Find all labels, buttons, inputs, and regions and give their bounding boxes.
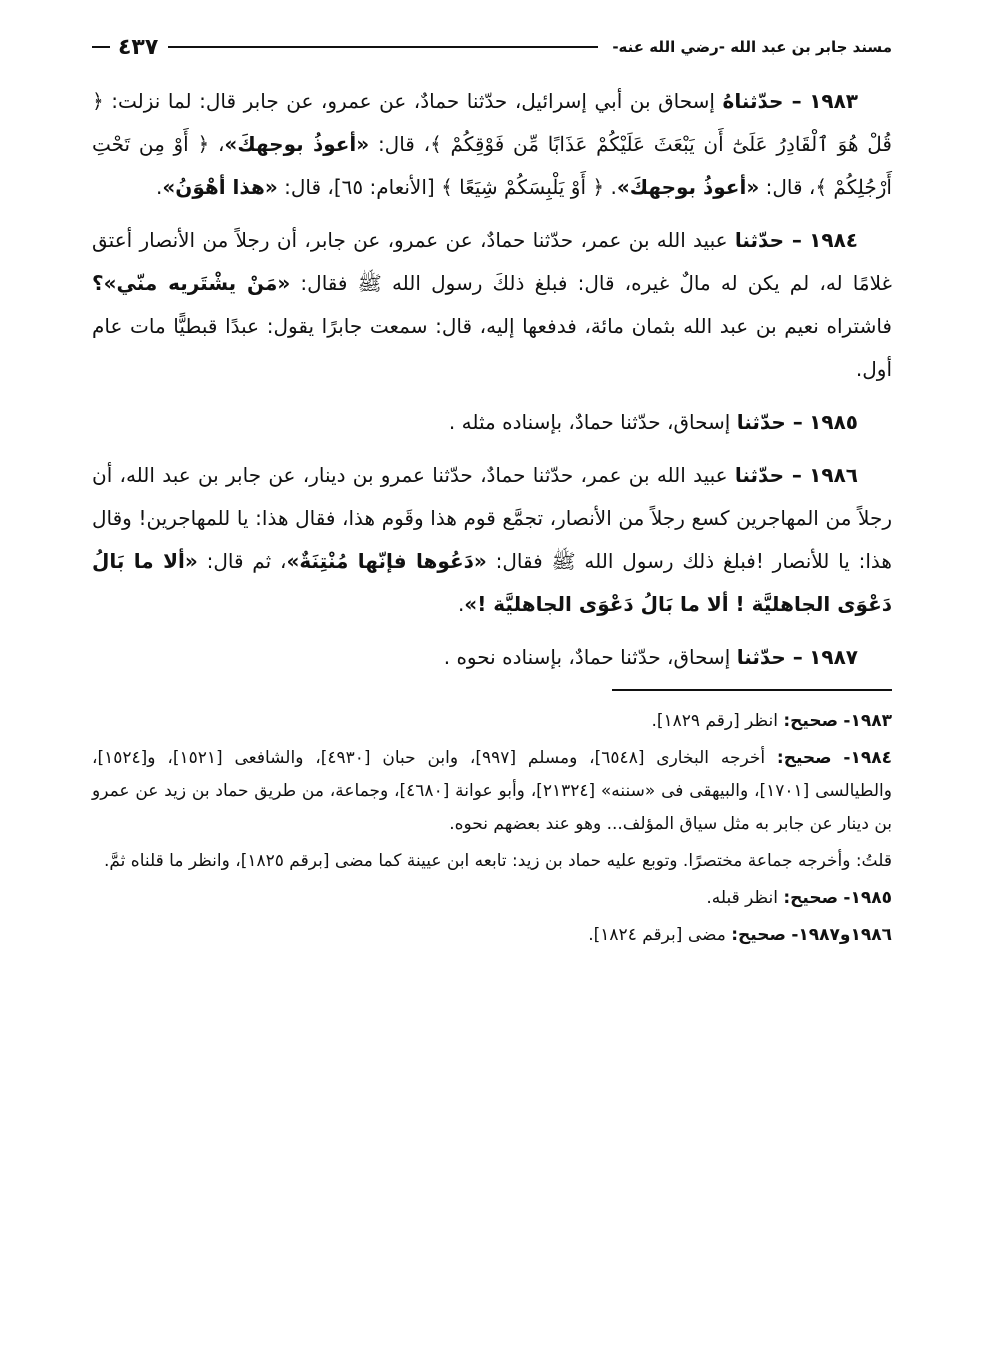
hadith-number: ١٩٨٦ xyxy=(809,463,858,487)
hadith-text: إسحاق، حدّثنا حمادٌ، بإسناده نحوه . xyxy=(443,645,731,669)
footnotes xyxy=(92,705,892,952)
quran-verse: ﴿ أَوْ مِن تَحْتِ أَرْجُلِكُمْ ﴾ xyxy=(92,132,892,199)
prophet-speech: «هذا أهْوَنُ» xyxy=(162,175,278,199)
footnote-grade: صحيح: xyxy=(731,925,786,945)
hadith-1985 xyxy=(92,401,892,444)
hadith-lead: – حدّثناهُ xyxy=(722,89,802,113)
hadith-number: ١٩٨٣ xyxy=(809,89,859,113)
footnote-text: انظر [رقم ١٨٢٩]. xyxy=(651,711,778,731)
footnote-text: انظر قبله. xyxy=(706,888,778,908)
hadith-text: ، قال: xyxy=(765,175,816,199)
hadith-number: ١٩٨٧ xyxy=(809,645,858,669)
hadith-text: ، قال: xyxy=(377,132,431,156)
running-header xyxy=(92,30,892,64)
hadith-lead: – حدّثنا xyxy=(736,410,803,434)
hadith-text: فاشتراه نعيم بن عبد الله بثمان مائة، فدفعها إليه، قال: سمعت جابرًا يقول: عبدًا قبطيًّا مات عام أول. xyxy=(92,314,892,381)
footnote-note xyxy=(92,845,892,878)
hadith-number: ١٩٨٥ xyxy=(809,410,858,434)
hadith-text: . xyxy=(457,592,465,616)
footnote-1984 xyxy=(92,742,892,841)
hadith-1986 xyxy=(92,454,892,626)
hadith-text: ، xyxy=(217,132,225,156)
header-rule xyxy=(168,46,598,48)
footnote-text: أخرجه البخارى [٦٥٤٨]، ومسلم [٩٩٧]، وابن حبان [٤٩٣٠]، والشافعى [١٥٢١]، و[١٥٢٤]، والطيالسى [١٧٠١]، والبيهقى فى «سننه» [٢١٣٢٤]، وأبو عوانة [٤٦٨٠]، وجماعة، من طريق حماد بن زيد عن عمرو بن دينار عن جابر به مثل سياق المؤلف... وهو عند بعضهم نحوه. xyxy=(92,748,892,834)
footnote-ref: ١٩٨٦و١٩٨٧- xyxy=(791,925,892,945)
hadith-1983 xyxy=(92,80,892,209)
hadith-text: عبيد الله بن عمر، حدّثنا حمادٌ، حدّثنا عمرو بن دينار، عن جابر بن عبد الله، أن رجلاً من المهاجرين كسع رجلاً من الأنصار، تجمَّع قوم هذا وقَوم هذا، فقال هذا: يا للمهاجرين! وقال هذا: يا للأنصار !فبلغ ذلك رسول الله ﷺ فقال: xyxy=(92,463,892,573)
prophet-speech: «أعوذُ بوجهكَ» xyxy=(616,175,760,199)
header-dash xyxy=(92,46,110,48)
quran-verse: ﴿ قُلْ هُوَ ٱلْقَادِرُ عَلَىٰٓ أَن يَبْعَثَ عَلَيْكُمْ عَذَابًا مِّن فَوْقِكُمْ ﴾ xyxy=(92,89,892,156)
footnote-1985 xyxy=(92,882,892,915)
prophet-speech: «أعوذُ بوجهكَ» xyxy=(224,132,370,156)
hadith-number: ١٩٨٤ xyxy=(809,228,858,252)
header-title: مسند جابر بن عبد الله -رضي الله عنه- xyxy=(612,38,892,56)
prophet-speech: «مَنْ يشْتَريه منّي»؟ xyxy=(92,271,291,295)
hadith-text: [الأنعام: ٦٥]، قال: xyxy=(284,175,435,199)
footnote-1983 xyxy=(92,705,892,738)
main-text xyxy=(92,80,892,679)
footnote-grade: صحيح: xyxy=(776,748,832,768)
page-number: ٤٣٧ xyxy=(118,34,159,60)
hadith-1984 xyxy=(92,219,892,391)
page xyxy=(92,30,892,1320)
footnote-1986-1987 xyxy=(92,919,892,952)
hadith-lead: – حدّثنا xyxy=(734,463,802,487)
hadith-text: إسحاق بن أبي إسرائيل، حدّثنا حمادٌ، عن عمرو، عن جابر قال: لما نزلت: xyxy=(111,89,715,113)
hadith-lead: – حدّثنا xyxy=(734,228,802,252)
footnote-separator xyxy=(612,689,892,691)
footnote-text: قلتُ: وأخرجه جماعة مختصرًا. وتوبع عليه حماد بن زيد: تابعه ابن عيينة كما مضى [برقم ١٨٢٥]، وانظر ما قلناه ثمَّ. xyxy=(103,851,892,871)
footnote-text: مضى [برقم ١٨٢٤]. xyxy=(588,925,726,945)
hadith-text: عبيد الله بن عمر، حدّثنا حمادٌ، عن عمرو، عن جابر، أن رجلاً من الأنصار أعتق غلامًا له، لم يكن له مالٌ غيره، قال: فبلغ ذلكَ رسول الله ﷺ فقال: xyxy=(92,228,892,295)
quran-verse: ﴿ أَوْ يَلْبِسَكُمْ شِيَعًا ﴾ xyxy=(441,175,605,199)
hadith-1987 xyxy=(92,636,892,679)
footnote-ref: ١٩٨٤- xyxy=(843,748,892,768)
hadith-text: إسحاق، حدّثنا حمادٌ، بإسناده مثله . xyxy=(448,410,731,434)
footnote-grade: صحيح: xyxy=(783,888,839,908)
footnote-ref: ١٩٨٣- xyxy=(843,711,892,731)
hadith-text: ، ثم قال: xyxy=(206,549,287,573)
footnote-ref: ١٩٨٥- xyxy=(843,888,892,908)
hadith-lead: – حدّثنا xyxy=(736,645,803,669)
hadith-text: . xyxy=(155,175,163,199)
hadith-text: . xyxy=(610,175,617,199)
prophet-speech: «دَعُوها فإنّها مُنْتِنَةٌ» xyxy=(286,549,487,573)
footnote-grade: صحيح: xyxy=(783,711,839,731)
prophet-speech: «ألا ما بَالُ دَعْوَى الجاهليَّة ! ألا ما بَالُ دَعْوَى الجاهليَّة !» xyxy=(92,549,892,616)
